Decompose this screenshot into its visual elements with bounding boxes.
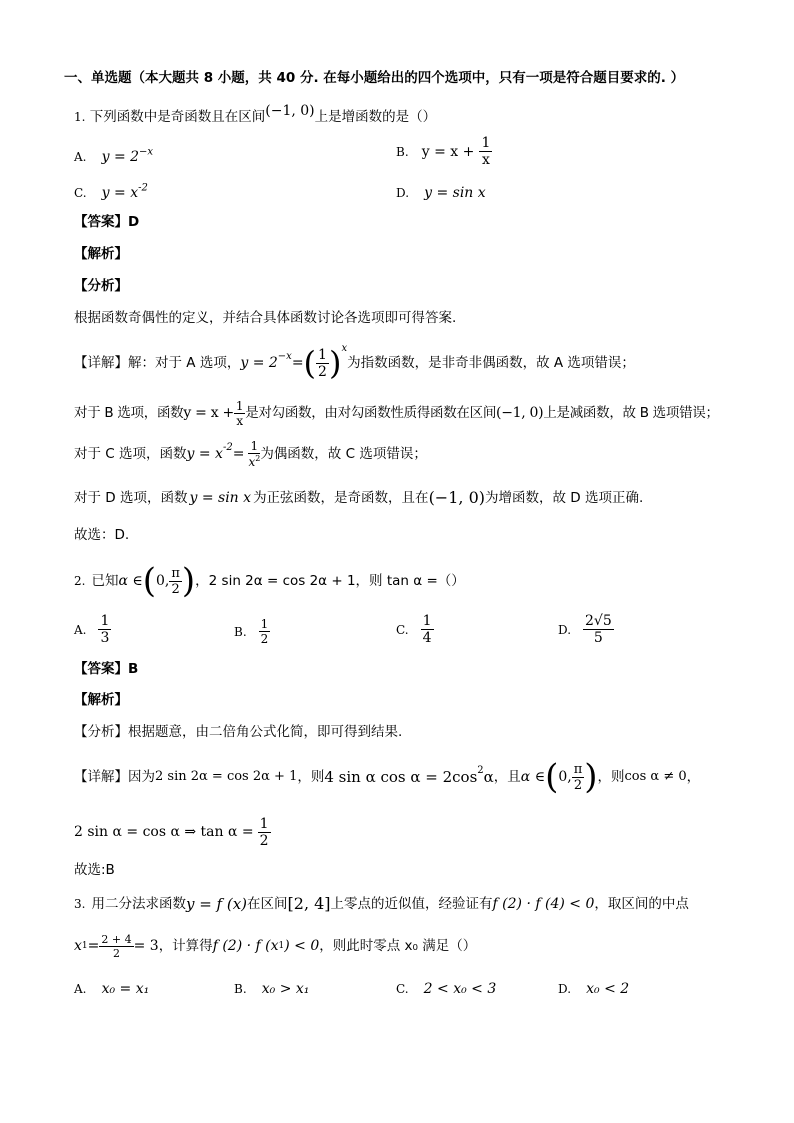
q2-answer: 【答案】B xyxy=(74,661,139,677)
q2-stem-a: 已知 xyxy=(91,573,119,589)
q3-stem-b: 在区间 xyxy=(247,896,288,912)
q3-x1: x xyxy=(74,938,82,954)
q1-detail-a-exp: −x xyxy=(277,351,292,362)
q1-opt-a-exp: −x xyxy=(139,146,154,158)
q1-detail-d xyxy=(74,486,643,510)
q2-detail5: ， xyxy=(686,769,701,785)
q1-opt-a-label: A. xyxy=(74,150,87,164)
q2-option-a[interactable] xyxy=(74,614,111,645)
q2-opt-d-num: 2√5 xyxy=(585,613,612,629)
q1-detail-a xyxy=(74,342,635,384)
q3-stem-e: ，计算得 xyxy=(158,938,213,954)
q3-x1-sub: 1 xyxy=(81,941,88,951)
q1-detail-d-interval: (−1, 0) xyxy=(428,488,485,507)
q1-detail-b-den: x xyxy=(236,413,243,428)
q3-x1-num: 2 + 4 xyxy=(101,932,132,946)
q1-detail-c1: 对于 C 选项，函数 xyxy=(74,446,187,462)
q1-stem-b: 上是增函数的是（） xyxy=(314,109,437,125)
q2-opt-d-frac xyxy=(583,614,614,645)
q1-opt-c-math: y = x xyxy=(101,185,139,201)
q1-detail-c-exp: -2 xyxy=(222,442,233,453)
q2-alpha-in: α ∈ xyxy=(118,573,143,589)
q2-stem-cond: ，2 sin 2α = cos 2α + 1，则 tan α =（） xyxy=(195,573,465,589)
q3-opt-b-math: x₀ > x₁ xyxy=(261,981,310,997)
q1-opt-c-exp: -2 xyxy=(138,182,148,194)
q3-stem-c: 上零点的近似值，经验证有 xyxy=(330,896,493,912)
q2-detail-lparen: ( xyxy=(545,757,559,797)
q3-opt-c-label: C. xyxy=(396,982,409,996)
q3-number: 3. xyxy=(74,897,86,911)
q2-detail-eq2-b: α xyxy=(483,768,494,786)
q2-option-c[interactable] xyxy=(396,614,434,645)
q2-opt-b-label: B. xyxy=(234,624,247,639)
q2-choose: 故选:B xyxy=(74,862,115,878)
q2-opt-c-num: 1 xyxy=(422,613,432,629)
section-heading: 一、单选题（本大题共 8 小题，共 40 分. 在每小题给出的四个选项中，只有一项是符合题目要求的. ） xyxy=(64,70,685,86)
q1-detail-c-eq: = xyxy=(232,446,245,462)
q2-detail-line1 xyxy=(74,756,700,798)
q1-detail-a-num: 1 xyxy=(318,346,327,363)
q2-opt-b-frac xyxy=(259,618,271,645)
q2-detail-neq: cos α ≠ 0 xyxy=(624,769,687,784)
q1-detail-b xyxy=(74,396,719,430)
q2-opt-a-frac xyxy=(98,614,111,645)
q1-fenxi-title: 【分析】 xyxy=(74,278,128,294)
q1-opt-b-label: B. xyxy=(396,145,409,159)
q2-detail-rparen: ) xyxy=(584,757,598,797)
q1-detail-c xyxy=(74,436,427,472)
q1-detail-b-interval: (−1, 0) xyxy=(496,405,544,421)
q3-interval: [2, 4] xyxy=(287,894,331,913)
q1-detail-a-math: y = 2 xyxy=(240,355,278,371)
q1-detail-c-num: 1 xyxy=(248,440,260,454)
q1-detail-b-frac xyxy=(234,400,245,427)
q2-option-d[interactable] xyxy=(558,614,614,645)
q3-cond: f (2) · f (4) < 0 xyxy=(492,896,595,912)
q2-number: 2. xyxy=(74,574,86,588)
q1-detail-d-math: y = sin x xyxy=(189,490,252,506)
q2-detail1: 【详解】因为 xyxy=(74,769,155,785)
q1-detail-d3: 为增函数，故 D 选项正确. xyxy=(484,490,644,506)
q1-answer: 【答案】D xyxy=(74,214,140,230)
q1-detail-a-pow: x xyxy=(341,343,348,354)
q2-line2-frac xyxy=(258,817,271,848)
q2-detail2: ，则 xyxy=(297,769,325,785)
q3-option-b[interactable] xyxy=(234,978,309,997)
q2-detail3: ，且 xyxy=(493,769,521,785)
q2-jiexi: 【解析】 xyxy=(74,692,128,708)
q3-option-d[interactable] xyxy=(558,978,629,997)
q3-stem-line2 xyxy=(74,928,476,964)
q1-detail-b2: 是对勾函数，由对勾函数性质得函数在区间 xyxy=(245,405,497,421)
q2-detail-two: 2 xyxy=(573,777,583,793)
q2-detail-zero: 0, xyxy=(558,769,572,785)
q1-detail-a2: 为指数函数，是非奇非偶函数，故 A 选项错误； xyxy=(347,355,635,371)
q1-jiexi: 【解析】 xyxy=(74,246,128,262)
q1-fenxi-text: 根据函数奇偶性的定义，并结合具体函数讨论各选项即可得答案. xyxy=(74,310,457,326)
q1-detail-b-math: y = x + xyxy=(183,405,234,421)
q2-opt-d-den: 5 xyxy=(593,630,603,646)
q1-detail-c-math: y = x xyxy=(186,446,223,462)
q1-detail-d2: 为正弦函数，是奇函数，且在 xyxy=(253,490,429,506)
q1-option-a[interactable] xyxy=(74,146,153,165)
q3-option-c[interactable] xyxy=(396,978,496,997)
q1-detail-a-eq: = xyxy=(291,355,304,371)
q3-cond2-sub: 1 xyxy=(278,941,285,951)
q1-detail-c-den: x xyxy=(248,455,256,469)
q3-fx: y = f (x) xyxy=(185,895,248,913)
q1-detail-c-frac xyxy=(248,440,260,468)
q2-pi-frac xyxy=(169,567,182,596)
q3-stem-line1 xyxy=(74,892,689,916)
q1-opt-b-num: 1 xyxy=(481,135,491,151)
q2-zero: 0, xyxy=(156,573,170,589)
q2-opt-b-den: 2 xyxy=(260,632,269,646)
q2-detail-pi: π xyxy=(573,761,583,777)
q3-opt-d-label: D. xyxy=(558,982,572,996)
q2-fenxi: 【分析】根据题意，由二倍角公式化简，即可得到结果. xyxy=(74,724,403,740)
q1-detail-b-num: 1 xyxy=(235,398,244,413)
q1-opt-d-label: D. xyxy=(396,186,410,200)
q3-cond2-b: ) < 0 xyxy=(284,938,320,954)
q2-detail4: ，则 xyxy=(597,769,625,785)
q2-detail-eq2-exp: 2 xyxy=(477,765,484,776)
q2-line2-den: 2 xyxy=(259,832,269,849)
q1-detail-c2: 为偶函数，故 C 选项错误； xyxy=(260,446,427,462)
q2-line2-math: 2 sin α = cos α ⇒ tan α = xyxy=(74,824,254,840)
q3-stem-a: 用二分法求函数 xyxy=(91,896,186,912)
q1-detail-c-den-exp: 2 xyxy=(255,454,261,463)
q1-number: 1. xyxy=(74,110,86,124)
q2-opt-b-num: 1 xyxy=(260,617,269,631)
q1-detail-a-lparen: ( xyxy=(303,344,317,382)
q1-detail-a-frac xyxy=(316,348,329,379)
q1-interval: (−1, 0) xyxy=(265,103,315,119)
q2-option-b[interactable] xyxy=(234,618,270,645)
q1-opt-d-math: y = sin x xyxy=(424,185,486,201)
q1-opt-b-math: y = x + xyxy=(421,143,475,160)
q2-rparen: ) xyxy=(181,561,196,601)
q1-stem-a: 下列函数中是奇函数且在区间 xyxy=(89,109,266,125)
q1-opt-b-frac xyxy=(479,136,492,167)
q2-detail-eq1: 2 sin 2α = cos 2α + 1 xyxy=(155,769,298,784)
q2-opt-c-label: C. xyxy=(396,622,409,637)
q1-choose: 故选：D. xyxy=(74,527,130,543)
q2-opt-a-den: 3 xyxy=(100,630,110,646)
q2-stem xyxy=(74,560,465,602)
q3-x1-den: 2 xyxy=(112,946,120,960)
q2-opt-c-den: 4 xyxy=(422,630,432,646)
q1-option-d[interactable] xyxy=(396,182,486,201)
q3-opt-d-math: x₀ < 2 xyxy=(586,981,630,997)
q1-option-b[interactable] xyxy=(396,136,492,167)
q2-opt-a-label: A. xyxy=(74,622,87,637)
q1-detail-a-rparen: ) xyxy=(328,344,342,382)
q2-detail-line2 xyxy=(74,812,271,852)
q1-detail-d1: 对于 D 选项，函数 xyxy=(74,490,188,506)
q2-detail-in: α ∈ xyxy=(520,769,546,785)
q1-detail-b1: 对于 B 选项，函数 xyxy=(74,405,184,421)
q1-option-c[interactable] xyxy=(74,182,148,201)
q2-opt-c-frac xyxy=(421,614,434,645)
q3-stem-d: ，取区间的中点 xyxy=(594,896,689,912)
q3-x1-eq: = xyxy=(87,938,100,954)
q2-line2-num: 1 xyxy=(259,815,269,832)
q2-pi: π xyxy=(171,565,180,581)
q1-detail-b3: 上是减函数，故 B 选项错误； xyxy=(543,405,719,421)
q1-detail-a1: 【详解】解：对于 A 选项， xyxy=(74,355,241,371)
q3-opt-a-math: x₀ = x₁ xyxy=(101,981,150,997)
q3-opt-b-label: B. xyxy=(234,982,247,996)
q3-stem-f: ，则此时零点 x₀ 满足（） xyxy=(319,938,477,954)
q2-opt-a-num: 1 xyxy=(100,613,110,629)
q3-cond2: f (2) · f (x xyxy=(212,938,279,954)
q1-opt-a-math: y = 2 xyxy=(101,149,140,165)
q1-stem xyxy=(74,103,437,126)
q1-opt-c-label: C. xyxy=(74,186,87,200)
q2-detail-pi-frac xyxy=(572,763,585,792)
q3-x1-val: = 3 xyxy=(133,938,159,954)
q1-detail-a-den: 2 xyxy=(318,363,327,380)
q2-detail-eq2: 4 sin α cos α = 2cos xyxy=(324,768,478,786)
q2-opt-d-label: D. xyxy=(558,622,572,637)
q3-x1-frac xyxy=(99,934,133,959)
q2-two: 2 xyxy=(171,581,180,597)
q3-opt-a-label: A. xyxy=(74,982,87,996)
q2-lparen: ( xyxy=(142,561,156,601)
q3-opt-c-math: 2 < x₀ < 3 xyxy=(423,981,497,997)
q1-opt-b-den: x xyxy=(481,152,490,168)
q3-option-a[interactable] xyxy=(74,978,149,997)
